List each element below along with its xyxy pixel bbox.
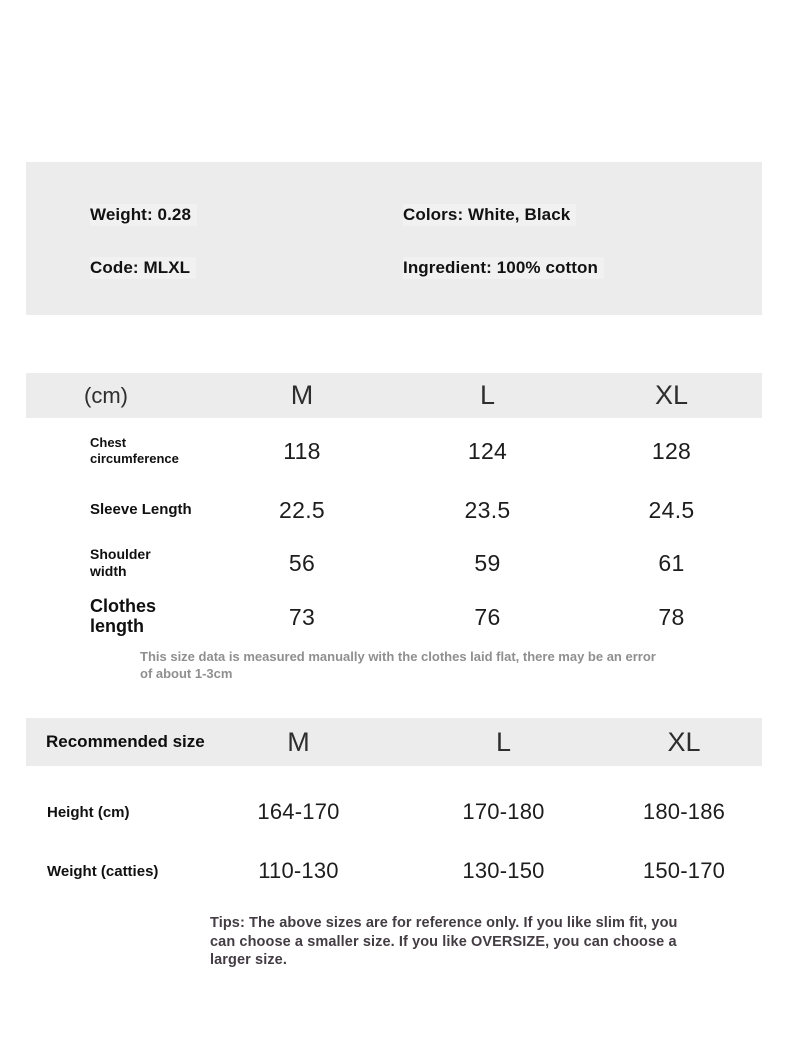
table-row-height [26,786,762,838]
cell-value: 128 [651,437,692,464]
size-column-m: M [290,380,314,410]
measurement-error-note: This size data is measured manually with the clothes laid flat, there may be an error of about 1-3cm [140,649,664,682]
cell-value: 180-186 [642,799,726,824]
recommended-size-title: Recommended size [46,732,205,751]
table-row-chest-circumference [26,418,762,484]
cell-value: 118 [283,437,321,464]
size-table-body [26,418,762,644]
sizing-tips-text: Tips: The above sizes are for reference only. If you like slim fit, you can choose a smaller size. If you like OVERSIZE, you can choose a larger size. [210,915,678,968]
size-column-xl: XL [654,380,689,410]
product-weight-text: Weight: 0.28 [90,204,197,226]
table-row-weight [26,845,762,897]
product-info-panel [26,162,762,315]
table-row-sleeve-length [26,484,762,536]
product-ingredient-text: Ingredient: 100% cotton [403,257,604,279]
cell-value: 124 [467,437,508,464]
cell-value: 59 [474,549,501,576]
size-column-l: L [479,380,496,410]
table-row-clothes-length [26,590,762,644]
cell-value: 170-180 [462,799,545,824]
cell-value: 76 [474,603,501,630]
row-label: Shoulder width [90,546,151,579]
row-label: Clothes length [90,596,157,636]
cell-value: 22.5 [279,496,325,523]
row-label: Sleeve Length [90,501,192,518]
cell-value: 23.5 [464,496,511,523]
cell-value: 110-130 [258,858,339,883]
cell-value: 78 [658,603,685,630]
product-code-text: Code: MLXL [90,257,196,279]
cell-value: 150-170 [642,858,726,883]
recommended-column-m: M [287,726,310,757]
cell-value: 130-150 [462,858,545,883]
row-label: Chest circumference [90,435,179,466]
recommended-column-xl: XL [667,726,701,757]
recommended-size-body [26,766,762,897]
cell-value: 73 [288,603,316,630]
row-label: Height (cm) [47,803,130,821]
cell-value: 56 [288,549,316,576]
recommended-size-header [26,718,762,766]
size-table-header [26,373,762,418]
cell-value: 61 [658,549,685,576]
product-info-row [90,257,762,310]
row-label: Weight (catties) [47,862,159,880]
recommended-column-l: L [495,726,512,757]
table-row-shoulder-width [26,536,762,590]
cell-value: 24.5 [648,496,695,523]
size-table-unit-label: (cm) [84,382,128,408]
cell-value: 164-170 [257,799,340,824]
product-colors-text: Colors: White, Black [403,204,576,226]
product-info-row [90,204,762,257]
